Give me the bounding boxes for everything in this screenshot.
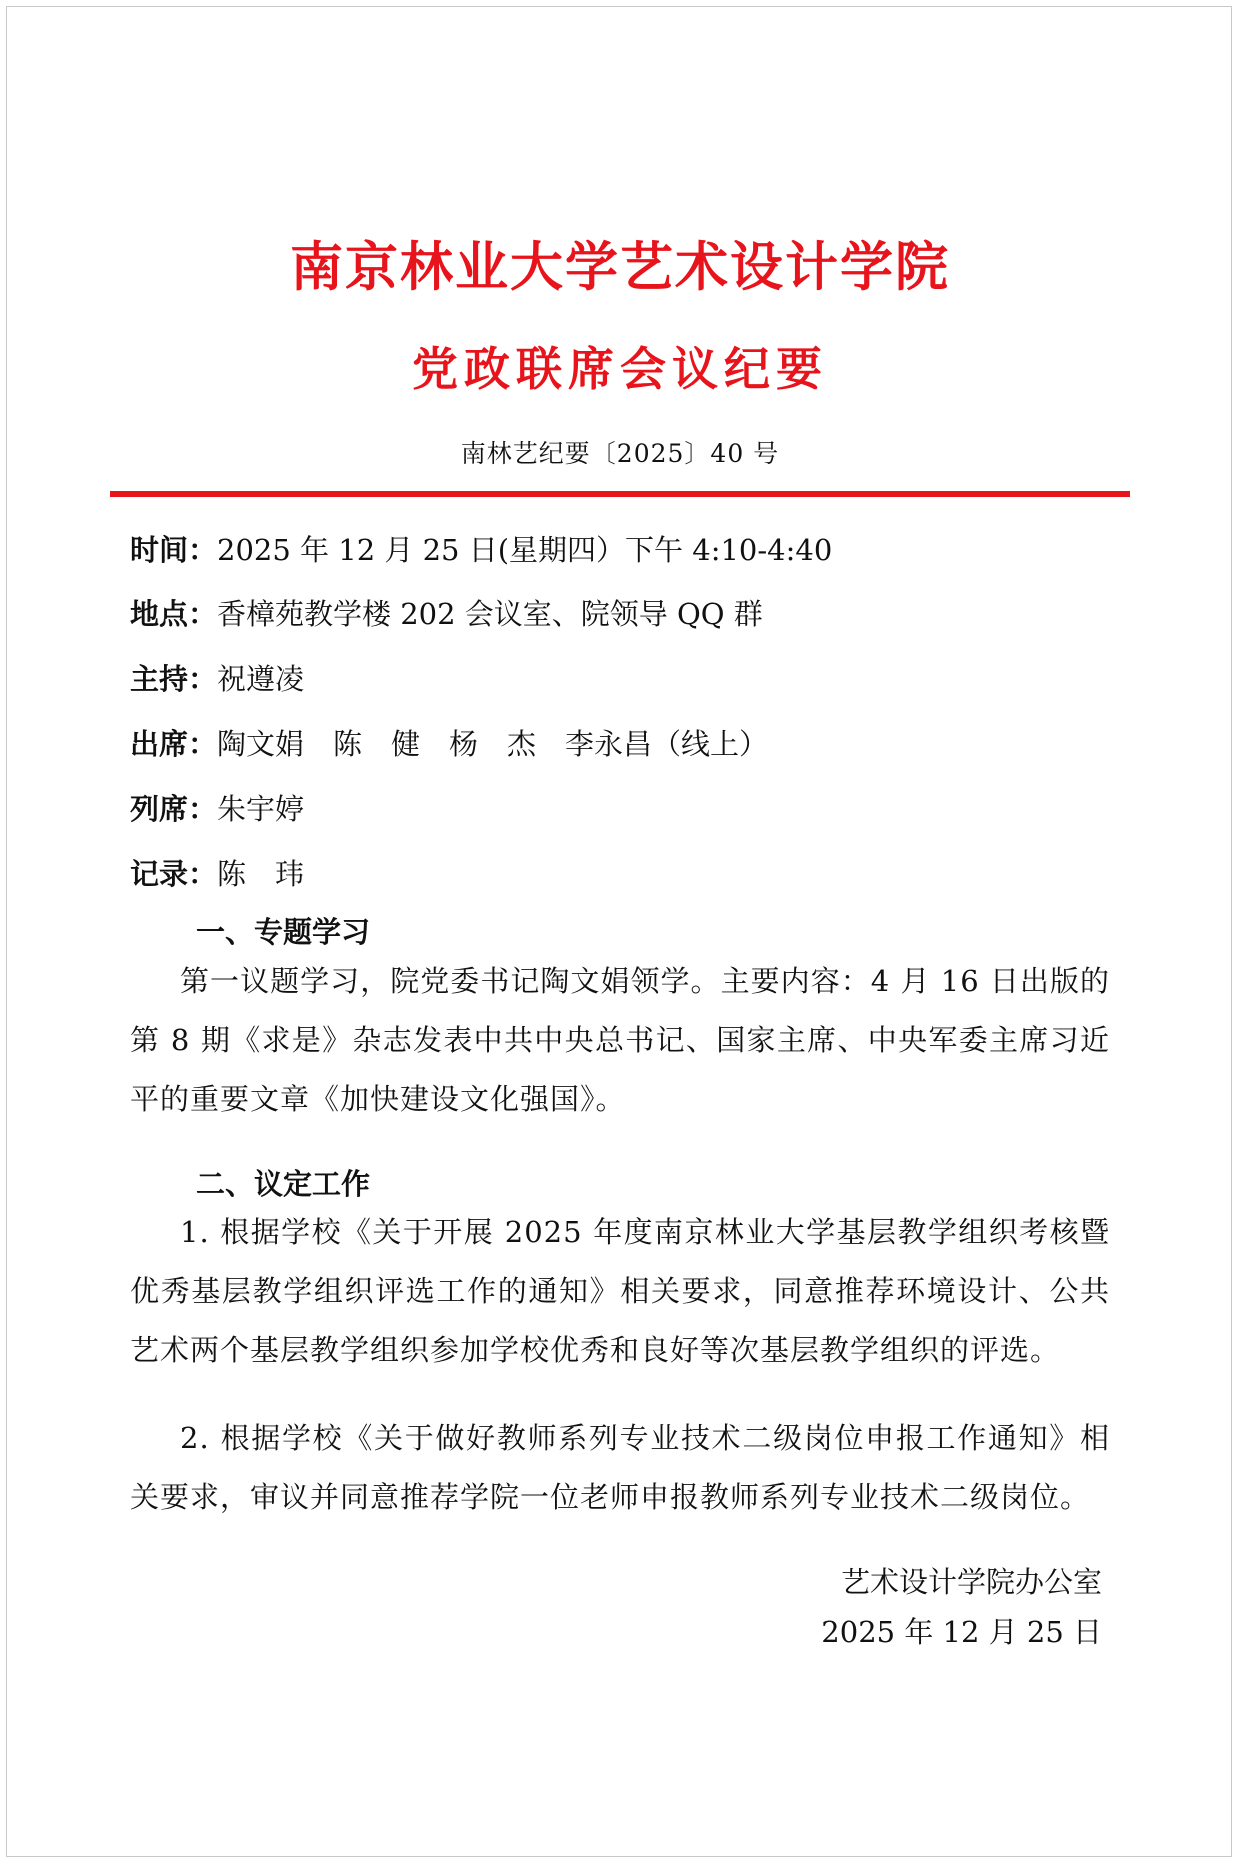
observer-label: 列席： (130, 792, 218, 826)
place-label: 地点： (130, 597, 218, 631)
section2-item2: 2. 根据学校《关于做好教师系列专业技术二级岗位申报工作通知》相关要求，审议并同意推荐学院一位老师申报教师系列专业技术二级岗位。 (130, 1421, 1110, 1514)
section2-heading: 二、议定工作 (196, 1167, 371, 1201)
time-label: 时间： (130, 533, 218, 567)
recorder-value: 陈 玮 (217, 857, 305, 891)
time-value: 2025 年 12 月 25 日(星期四）下午 4:10-4:40 (217, 533, 833, 567)
section1-paragraph: 第一议题学习，院党委书记陶文娟领学。主要内容：4 月 16 日出版的第 8 期《求是》杂志发表中共中央总书记、国家主席、中央军委主席习近平的重要文章《加快建设文化强国》。 (130, 964, 1110, 1116)
host-value: 祝遵凌 (217, 662, 305, 696)
section1-heading: 一、专题学习 (196, 915, 371, 949)
recorder-label: 记录： (130, 857, 218, 891)
info-time (130, 530, 832, 570)
signature-date: 2025 年 12 月 25 日 (821, 1615, 1102, 1649)
section2-item1: 1. 根据学校《关于开展 2025 年度南京林业大学基层教学组织考核暨优秀基层教学组织评选工作的通知》相关要求，同意推荐环境设计、公共艺术两个基层教学组织参加学校优秀和良好等次基层教学组织的评选。 (130, 1215, 1110, 1367)
info-attendees (130, 724, 768, 764)
attend-label: 出席： (130, 727, 218, 761)
red-divider (110, 491, 1130, 497)
document-title: 南京林业大学艺术设计学院 (290, 237, 950, 298)
host-label: 主持： (130, 662, 218, 696)
document-subtitle: 党政联席会议纪要 (412, 342, 828, 396)
info-recorder (130, 854, 304, 894)
place-value: 香樟苑教学楼 202 会议室、院领导 QQ 群 (217, 597, 763, 631)
info-place (130, 594, 763, 634)
attend-value: 陶文娟 陈 健 杨 杰 李永昌（线上） (217, 727, 769, 761)
document-number: 南林艺纪要〔2025〕40 号 (460, 439, 780, 468)
signature-office: 艺术设计学院办公室 (840, 1565, 1102, 1599)
observer-value: 朱宇婷 (217, 792, 305, 826)
info-observer (130, 789, 304, 829)
info-host (130, 659, 304, 699)
